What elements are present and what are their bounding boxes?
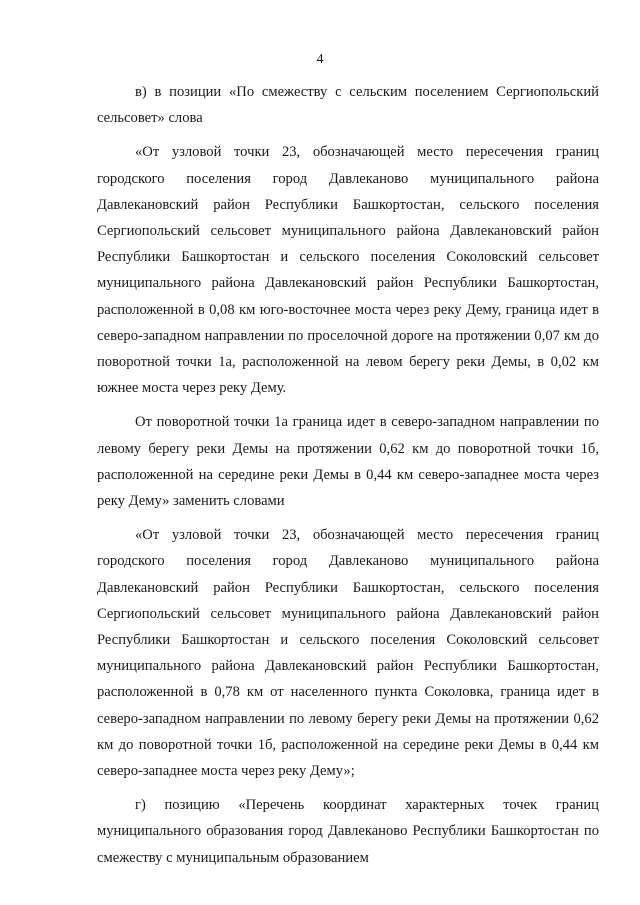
paragraph-quote-original-node-23: «От узловой точки 23, обозначающей место пересечения границ городского поселения город Давлеканово муниципального района Давлекановский район Республики Башкортостан, сельского поселения Сергиопольский сельсовет муниципального района Давлекановский район Республики Башкортостан и сельского поселения Соколовский сельсовет муниципального района Давлекановский район Республики Башкортостан, расположенной в 0,08 км юго-восточнее моста через реку Дему, граница идет в северо-западном направлении по проселочной дороге на протяжении 0,07 км до поворотной точки 1а, расположенной на левом берегу реки Демы, в 0,02 км южнее моста через реку Дему. xyxy=(97,144,599,397)
document-body xyxy=(97,79,599,871)
page-number: 4 xyxy=(316,52,324,67)
paragraph-quote-replacement: «От узловой точки 23, обозначающей место пересечения границ городского поселения город Давлеканово муниципального района Давлекановский район Республики Башкортостан, сельского поселения Сергиопольский сельсовет муниципального района Давлекановский район Республики Башкортостан и сельского поселения Соколовский сельсовет муниципального района Давлекановский район Республики Башкортостан, расположенной в 0,78 км от населенного пункта Соколовка, граница идет в северо-западном направлении по левому берегу реки Демы на протяжении 0,62 км до поворотной точки 1б, расположенной на середине реки Демы в 0,44 км северо-западнее моста через реку Дему»; xyxy=(97,527,599,780)
paragraph-item-g: г) позицию «Перечень координат характерных точек границ муниципального образования город Давлеканово Республики Башкортостан по смежеству с муниципальным образованием xyxy=(97,797,599,866)
paragraph-item-v: в) в позиции «По смежеству с сельским поселением Сергиопольский сельсовет» слова xyxy=(97,84,599,127)
paragraph-quote-original-point-1a: От поворотной точки 1а граница идет в северо-западном направлении по левому берегу реки Демы на протяжении 0,62 км до поворотной точки 1б, расположенной на середине реки Демы в 0,44 км северо-западнее моста через реку Дему» заменить словами xyxy=(97,414,599,510)
